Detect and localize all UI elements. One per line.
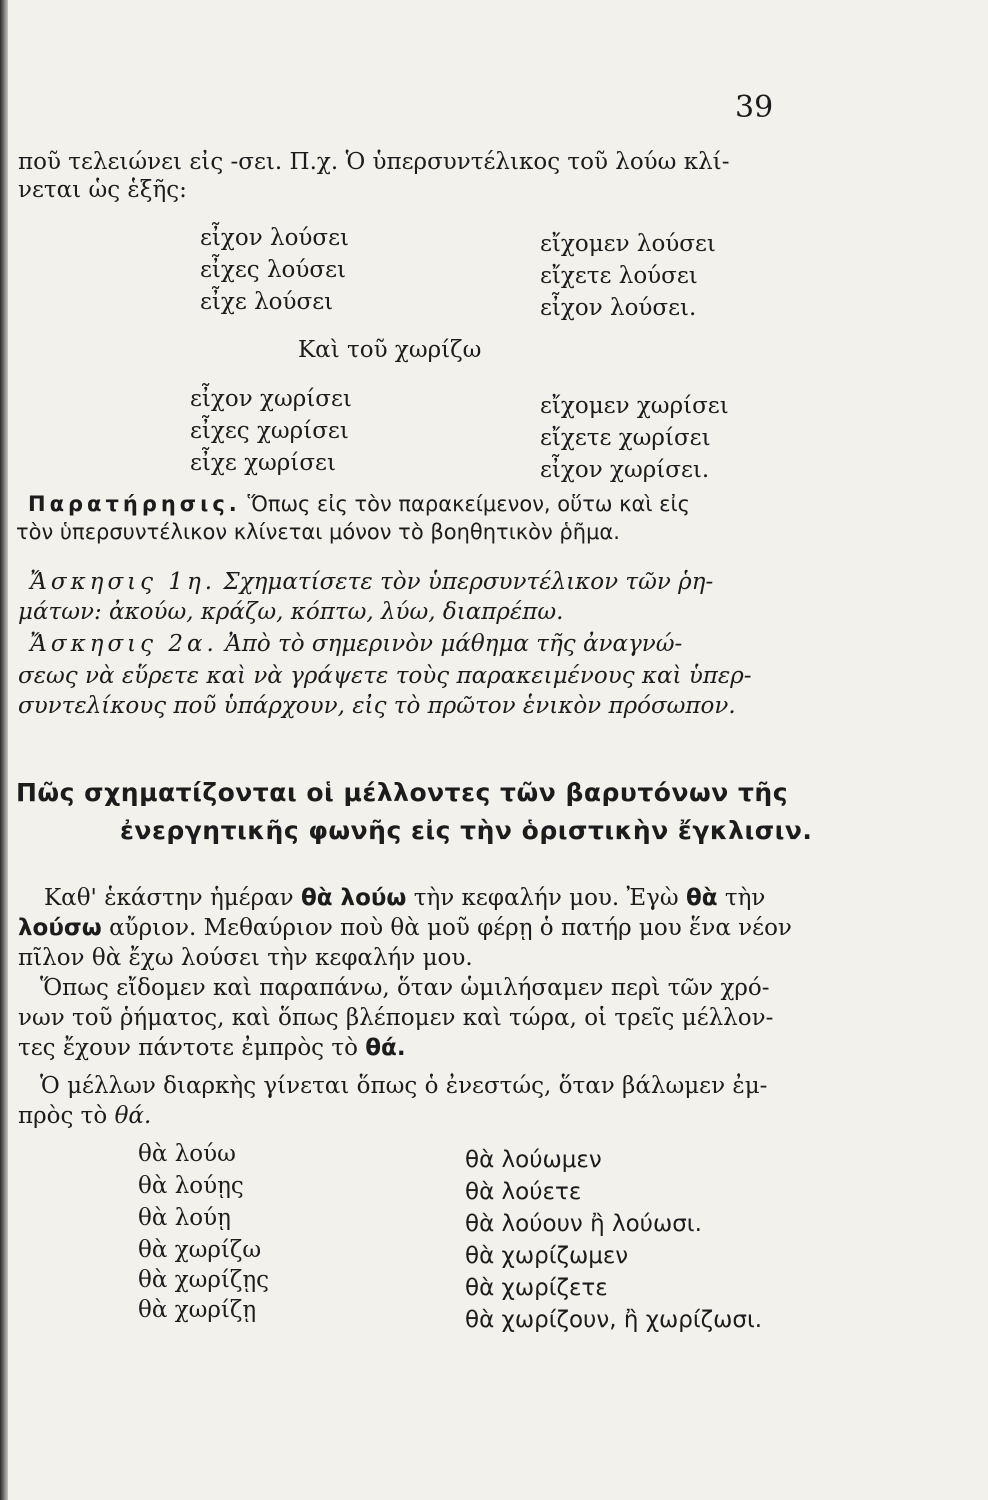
tha-particle: θὰ (465, 1275, 495, 1301)
body-text: πρὸς τὸ (18, 1103, 108, 1129)
chorizo-form-right-2: εἴχετε χωρίσει (540, 425, 711, 451)
verb-form: λούουν ἢ λούωσι. (501, 1211, 702, 1237)
louo-form-left-2: εἶχες λούσει (200, 257, 347, 283)
verb-form: χωρίζουν, ἢ χωρίζωσι. (501, 1307, 763, 1333)
chorizo-heading: Καὶ τοῦ χωρίζω (298, 337, 482, 363)
verb-form: λούῃ (174, 1205, 231, 1231)
body-emph-tha: θά. (114, 1103, 152, 1129)
section-heading-line-2: ἐνεργητικῆς φωνῆς εἰς τὴν ὁριστικὴν ἔγκλισιν. (120, 816, 813, 845)
future-left-5 (138, 1266, 269, 1294)
body-text: τὴν (724, 885, 766, 911)
louo-form-left-3: εἶχε λούσει (200, 289, 334, 315)
observation-line-2: τὸν ὑπερσυντέλικον κλίνεται μόνον τὸ βοηθητικὸν ῥῆμα. (16, 520, 620, 544)
chorizo-form-left-1: εἶχον χωρίσει (190, 386, 352, 412)
exercise-2-line-2: σεως νὰ εὕρετε καὶ νὰ γράψετε τοὺς παρακειμένους καὶ ὑπερ- (18, 663, 752, 689)
page-binding-edge (0, 0, 8, 1500)
page-number: 39 (735, 90, 774, 125)
verb-form: χωρίζωμεν (501, 1243, 629, 1269)
body-text: Καθ' ἑκάστην ἡμέραν (44, 885, 294, 911)
verb-form: χωρίζῃ (174, 1297, 257, 1323)
exercise-2-line-3: συντελίκους ποῦ ὑπάρχουν, εἰς τὸ πρῶτον ἑνικὸν πρόσωπον. (18, 693, 736, 719)
future-left-6 (138, 1296, 256, 1324)
louo-form-right-2: εἴχετε λούσει (540, 263, 698, 289)
verb-form: λούω (174, 1141, 236, 1167)
louo-form-right-1: εἴχομεν λούσει (540, 231, 716, 257)
chorizo-form-right-3: εἶχον χωρίσει. (540, 457, 710, 483)
body-text: τὴν κεφαλήν μου. Ἐγὼ (413, 885, 679, 911)
future-right-2 (465, 1178, 581, 1206)
observation-text-1: Ὅπως εἰς τὸν παρακείμενον, οὕτω καὶ εἰς (247, 492, 690, 516)
tha-particle: θὰ (138, 1173, 168, 1199)
future-left-2 (138, 1172, 244, 1200)
future-left-1 (138, 1140, 236, 1168)
body-p3-line-1: Ὁ μέλλων διαρκὴς γίνεται ὅπως ὁ ἐνεστώς, ὅταν βάλωμεν ἐμ- (40, 1073, 768, 1099)
body-p1-line-1 (44, 884, 765, 912)
body-emph-tha: θὰ (685, 885, 718, 911)
observation-label: Παρατήρησις. (28, 492, 241, 516)
body-p1-line-3: πῖλον θὰ ἔχω λούσει τὴν κεφαλήν μου. (18, 945, 473, 971)
exercise-1-line-2: μάτων: ἀκούω, κράζω, κόπτω, λύω, διαπρέπω. (18, 599, 564, 625)
body-p1-line-2 (18, 914, 792, 942)
body-emph-tha-louo: θὰ λούω (300, 885, 407, 911)
exercise-2-text-1: Ἀπὸ τὸ σημερινὸν μάθημα τῆς ἀναγνώ- (225, 631, 683, 657)
exercise-1-label: Ἄσκησις 1η. (30, 569, 217, 595)
verb-form: χωρίζετε (501, 1275, 608, 1301)
section-heading-line-1: Πῶς σχηματίζονται οἱ μέλλοντες τῶν βαρυτόνων τῆς (16, 778, 789, 807)
future-right-5 (465, 1274, 608, 1302)
observation-line-1 (28, 490, 690, 518)
chorizo-form-left-2: εἶχες χωρίσει (190, 418, 349, 444)
tha-particle: θὰ (465, 1179, 495, 1205)
body-p2-line-1: Ὅπως εἴδομεν καὶ παραπάνω, ὅταν ὡμιλήσαμεν περὶ τῶν χρό- (40, 975, 770, 1001)
tha-particle: θὰ (465, 1243, 495, 1269)
verb-form: χωρίζῃς (174, 1267, 270, 1293)
verb-form: λούωμεν (501, 1147, 602, 1173)
louo-form-right-3: εἶχον λούσει. (540, 295, 697, 321)
intro-line-1: ποῦ τελειώνει εἰς -σει. Π.χ. Ὁ ὑπερσυντέλικος τοῦ λούω κλί- (18, 149, 730, 175)
louo-form-left-1: εἶχον λούσει (200, 225, 350, 251)
body-emph-tha: θά. (365, 1035, 406, 1061)
future-right-4 (465, 1242, 628, 1270)
future-left-4 (138, 1236, 261, 1264)
tha-particle: θὰ (138, 1267, 168, 1293)
verb-form: λούετε (501, 1179, 582, 1205)
body-text: τες ἔχουν πάντοτε ἐμπρὸς τὸ (18, 1035, 358, 1061)
tha-particle: θὰ (138, 1297, 168, 1323)
tha-particle: θὰ (465, 1211, 495, 1237)
future-left-3 (138, 1204, 231, 1232)
future-right-3 (465, 1210, 702, 1238)
tha-particle: θὰ (138, 1141, 168, 1167)
verb-form: λούῃς (174, 1173, 244, 1199)
tha-particle: θὰ (465, 1147, 495, 1173)
verb-form: χωρίζω (174, 1237, 262, 1263)
future-right-1 (465, 1146, 602, 1174)
body-emph-louso: λούσω (18, 915, 102, 941)
body-p2-line-3 (18, 1034, 406, 1062)
chorizo-form-right-1: εἴχομεν χωρίσει (540, 393, 729, 419)
exercise-1-line-1 (30, 568, 713, 596)
exercise-2-line-1 (30, 630, 682, 658)
tha-particle: θὰ (138, 1205, 168, 1231)
intro-line-2: νεται ὡς ἑξῆς: (18, 177, 187, 203)
tha-particle: θὰ (465, 1307, 495, 1333)
future-right-6 (465, 1306, 762, 1334)
body-text: αὔριον. Μεθαύριον ποὺ θὰ μοῦ φέρῃ ὁ πατήρ μου ἕνα νέον (109, 915, 792, 941)
exercise-1-text-1: Σχηματίσετε τὸν ὑπερσυντέλικον τῶν ῥη- (223, 569, 714, 595)
chorizo-form-left-3: εἶχε χωρίσει (190, 450, 336, 476)
body-p2-line-2: νων τοῦ ῥήματος, καὶ ὅπως βλέπομεν καὶ τώρα, οἱ τρεῖς μέλλον- (18, 1005, 774, 1031)
body-p3-line-2 (18, 1102, 151, 1130)
tha-particle: θὰ (138, 1237, 168, 1263)
exercise-2-label: Ἄσκησις 2α. (30, 631, 218, 657)
